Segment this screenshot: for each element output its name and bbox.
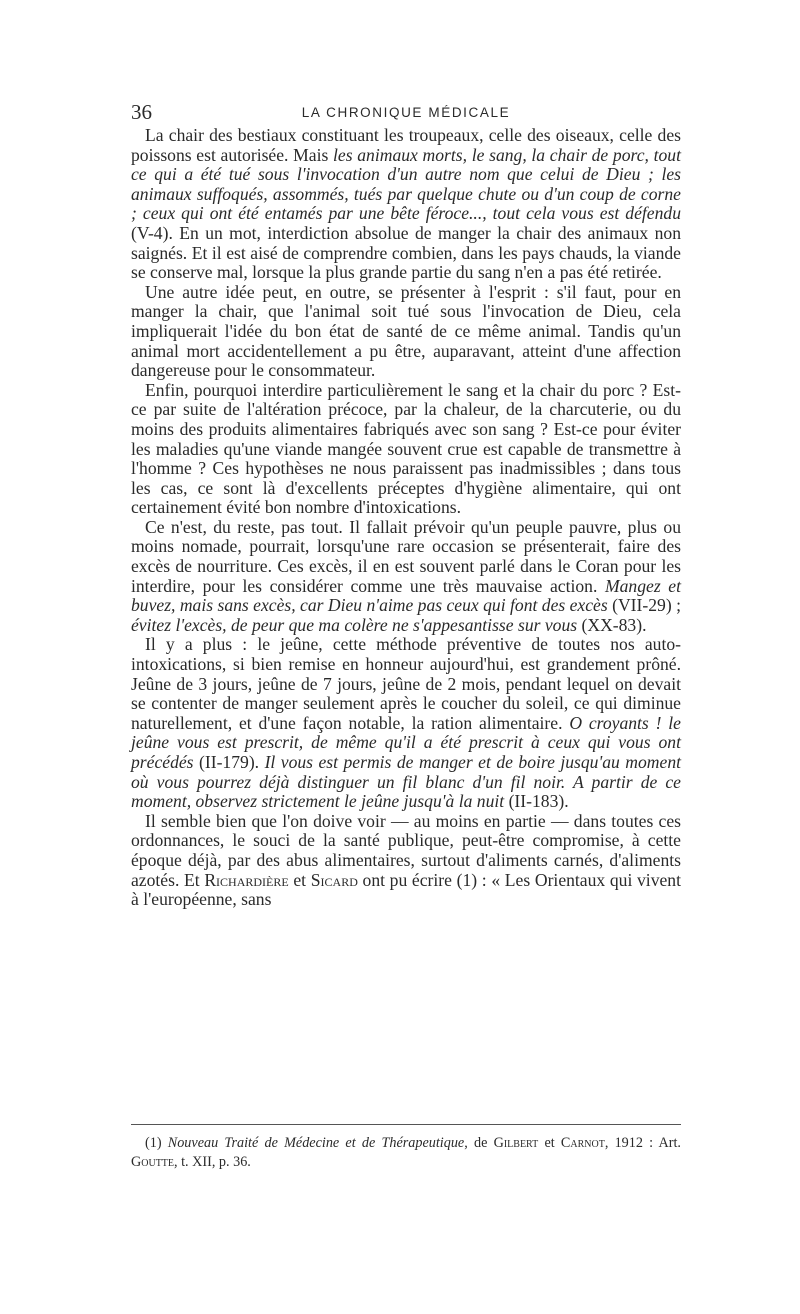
paragraph	[131, 126, 681, 283]
text-run: Une autre idée peut, en outre, se présenter à l'esprit : s'il faut, pour en manger la chair, que l'animal soit tué sous l'invocation de Dieu, cela impliquerait l'idée du bon état de santé de ce même animal. Tandis qu'un animal mort accidentellement a pu être, auparavant, atteint d'une affection dangereuse pour le consommateur.	[131, 281, 681, 381]
text-run: Ce n'est, du reste, pas tout. Il fallait prévoir qu'un peuple pauvre, plus ou moins nomade, pourrait, lorsqu'une rare occasion se présenterait, faire des excès de nourriture. Ces excès, il en est souvent parlé dans le Coran pour les interdire, pour les considérer comme une très mauvaise action.	[131, 516, 681, 596]
text-run: Enfin, pourquoi interdire particulièrement le sang et la chair du porc ? Est-ce par suite de l'altération précoce, par la chaleur, de la charcuterie, ou du moins des produits alimentaires fabriqués avec son sang ? Est-ce pour éviter les maladies qu'une viande mangée souvent crue est capable de transmettre à l'homme ? Ces hypothèses ne nous paraissent pas inadmissibles ; dans tous les cas, ce sont là d'excellents préceptes d'hygiène alimentaire, qui ont certainement évité bon nombre d'intoxications.	[131, 379, 681, 518]
paragraph	[131, 381, 681, 518]
paragraph	[131, 283, 681, 381]
italic-text: O croyants ! le jeûne vous est prescrit, de même qu'il a été prescrit à ceux qui vous ont précédés	[131, 712, 681, 772]
small-caps-name: Carnot	[560, 1135, 605, 1151]
small-caps-name: Goutte	[131, 1154, 175, 1170]
italic-text: Nouveau Traité de Médecine et de Thérapeutique	[167, 1135, 465, 1151]
page-header	[131, 100, 681, 124]
text-run: (II-183).	[504, 791, 569, 812]
text-run: (II-179).	[193, 752, 265, 772]
paragraph	[131, 518, 681, 636]
small-caps-name: Gilbert	[493, 1135, 539, 1151]
text-run: ont pu écrire (1) : « Les Orientaux qui vivent à l'européenne, sans	[131, 869, 681, 910]
footnote-rule	[131, 1124, 681, 1125]
paragraph	[131, 635, 681, 811]
small-caps-name: Richardière	[204, 869, 289, 890]
body-text	[131, 126, 681, 910]
text-run: , 1912 : Art.	[604, 1135, 681, 1151]
text-run: (XX-83).	[577, 614, 647, 635]
paragraph	[131, 812, 681, 910]
small-caps-name: Sicard	[310, 869, 358, 890]
page-number: 36	[131, 100, 152, 124]
text-run: Il semble bien que l'on doive voir — au moins en partie — dans toutes ces ordonnances, le souci de la santé publique, peut-être compromise, à cette époque déjà, par des abus alimentaires, surtout d'aliments carnés, d'aliments azotés. Et	[131, 810, 681, 890]
text-run: et	[538, 1135, 561, 1151]
text-run: La chair des bestiaux constituant les troupeaux, celle des oiseaux, celle des poissons est autorisée. Mais	[131, 125, 681, 165]
text-run: (1)	[145, 1135, 168, 1151]
text-run: et	[288, 869, 311, 890]
footnote	[131, 1134, 681, 1172]
running-title: LA CHRONIQUE MÉDICALE	[301, 105, 511, 120]
italic-text: évitez l'excès, de peur que ma colère ne s'appesantisse sur vous	[131, 614, 578, 635]
italic-text: les animaux morts, le sang, la chair de porc, tout ce qui a été tué sous l'invocation d'un autre nom que celui de Dieu ; les animaux suffoqués, assommés, tués par quelque chute ou d'un coup de corne ; ceux qui ont été entamés par une bête féroce..., tout cela vous est défendu	[131, 144, 681, 224]
text-run: (VII-29) ;	[607, 595, 681, 616]
text-run: Il y a plus : le jeûne, cette méthode préventive de toutes nos auto-intoxications, si bien remise en honneur aujourd'hui, est grandement prôné. Jeûne de 3 jours, jeûne de 7 jours, jeûne de 2 mois, pendant lequel on devait se contenter de manger seulement après le coucher du soleil, ce qui diminue naturellement, et d'une façon notable, la ration alimentaire.	[131, 634, 681, 733]
italic-text: Mangez et buvez, mais sans excès, car Dieu n'aime pas ceux qui font des excès	[131, 575, 681, 616]
text-run: , t. XII, p. 36.	[174, 1154, 251, 1170]
italic-text: Il vous est permis de manger et de boire jusqu'au moment où vous pourrez déjà distinguer un fil blanc d'un fil noir. A partir de ce moment, observez strictement le jeûne jusqu'à la nuit	[131, 752, 681, 812]
text-run: (V-4). En un mot, interdiction absolue de manger la chair des animaux non saignés. Et il est aisé de comprendre combien, dans les pays chauds, la viande se conserve mal, lorsque la plus grande partie du sang n'en a pas été retirée.	[131, 222, 681, 283]
text-run: , de	[464, 1135, 494, 1151]
